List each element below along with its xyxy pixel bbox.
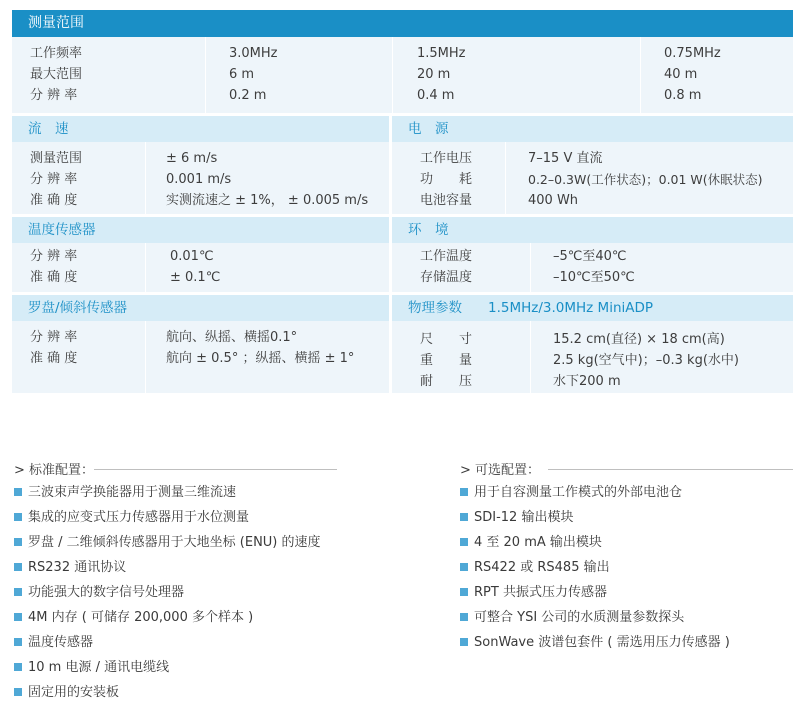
physical-model: 1.5MHz/3.0MHz MiniADP bbox=[488, 300, 654, 316]
divider bbox=[530, 321, 531, 393]
value: ± 6 m/s bbox=[166, 151, 218, 166]
value-cell: 0.4 m bbox=[417, 88, 455, 103]
value: 15.2 cm(直径) × 18 cm(高) bbox=[553, 332, 725, 347]
temp-sensor-header: 温度传感器 bbox=[12, 217, 389, 243]
value: 航向、纵摇、横摇0.1° bbox=[166, 330, 298, 345]
value: 2.5 kg(空气中)；–0.3 kg(水中) bbox=[553, 353, 739, 368]
bullet-icon bbox=[460, 488, 468, 496]
divider bbox=[145, 243, 146, 292]
value: 航向 ± 0.5° ；纵摇、横摇 ± 1° bbox=[166, 351, 355, 366]
list-item-text: 4M 内存 ( 可储存 200,000 多个样本 ) bbox=[28, 610, 254, 625]
bullet-icon bbox=[460, 563, 468, 571]
list-item-text: 用于自容测量工作模式的外部电池仓 bbox=[474, 485, 683, 500]
label-max-range: 最大范围 bbox=[30, 67, 83, 82]
label: 分 辨 率 bbox=[30, 172, 78, 187]
bullet-icon bbox=[14, 613, 22, 621]
list-item bbox=[14, 532, 321, 554]
list-item-text: 罗盘 / 二维倾斜传感器用于大地坐标 (ENU) 的速度 bbox=[28, 535, 321, 550]
bullet-icon bbox=[14, 588, 22, 596]
divider bbox=[145, 321, 146, 393]
list-item-text: 功能强大的数字信号处理器 bbox=[28, 585, 185, 600]
list-item-text: 固定用的安装板 bbox=[28, 685, 120, 700]
value: 7–15 V 直流 bbox=[528, 151, 603, 166]
list-item-text: RS422 或 RS485 输出 bbox=[474, 560, 610, 575]
value-cell: 40 m bbox=[664, 67, 698, 82]
list-item-text: 三波束声学换能器用于测量三维流速 bbox=[28, 485, 237, 500]
list-item bbox=[460, 607, 684, 629]
label: 耐 压 bbox=[420, 374, 473, 389]
label: 电池容量 bbox=[420, 193, 473, 208]
measure-range-header: 测量范围 bbox=[12, 10, 793, 37]
physical-title: 物理参数 bbox=[408, 300, 462, 316]
label: 工作温度 bbox=[420, 249, 473, 264]
list-item-text: RS232 通讯协议 bbox=[28, 560, 127, 575]
value-cell: 0.2 m bbox=[229, 88, 267, 103]
velocity-header: 流 速 bbox=[12, 116, 389, 142]
label: 准 确 度 bbox=[30, 351, 78, 366]
list-item-text: 10 m 电源 / 通讯电缆线 bbox=[28, 660, 170, 675]
list-item bbox=[460, 507, 573, 529]
list-item bbox=[460, 632, 730, 654]
bullet-icon bbox=[14, 513, 22, 521]
value: 0.2–0.3W(工作状态)；0.01 W(休眠状态) bbox=[528, 172, 763, 187]
label: 功 耗 bbox=[420, 172, 473, 187]
label: 存储温度 bbox=[420, 270, 473, 285]
bullet-icon bbox=[460, 638, 468, 646]
compass-header: 罗盘/倾斜传感器 bbox=[12, 295, 389, 321]
list-item-text: 4 至 20 mA 输出模块 bbox=[474, 535, 602, 550]
divider bbox=[205, 37, 206, 113]
divider bbox=[530, 243, 531, 292]
list-item bbox=[460, 532, 602, 554]
list-item bbox=[460, 482, 682, 504]
divider bbox=[392, 37, 393, 113]
value: 水下200 m bbox=[553, 374, 621, 389]
value: –5℃至40℃ bbox=[553, 249, 627, 264]
list-item-text: SDI-12 输出模块 bbox=[474, 510, 574, 525]
value-cell: 20 m bbox=[417, 67, 451, 82]
label: 分 辨 率 bbox=[30, 330, 78, 345]
value: 400 Wh bbox=[528, 193, 579, 208]
divider-line bbox=[548, 469, 793, 470]
standard-config-title: > 标准配置： bbox=[14, 463, 95, 478]
list-item bbox=[14, 557, 126, 579]
bullet-icon bbox=[460, 613, 468, 621]
list-item bbox=[14, 582, 184, 604]
bullet-icon bbox=[460, 538, 468, 546]
label: 测量范围 bbox=[30, 151, 83, 166]
value: –10℃至50℃ bbox=[553, 270, 635, 285]
physical-header bbox=[392, 295, 793, 321]
label: 重 量 bbox=[420, 353, 473, 368]
bullet-icon bbox=[14, 538, 22, 546]
list-item bbox=[14, 657, 169, 679]
label: 分 辨 率 bbox=[30, 249, 78, 264]
value-cell: 0.8 m bbox=[664, 88, 702, 103]
value-cell: 3.0MHz bbox=[229, 46, 278, 61]
label: 准 确 度 bbox=[30, 193, 78, 208]
list-item bbox=[460, 557, 610, 579]
list-item-text: SonWave 波谱包套件 ( 需选用压力传感器 ) bbox=[474, 635, 730, 650]
bullet-icon bbox=[14, 638, 22, 646]
list-item bbox=[14, 507, 249, 529]
divider bbox=[505, 142, 506, 214]
list-item bbox=[460, 582, 607, 604]
bullet-icon bbox=[460, 588, 468, 596]
value-cell: 6 m bbox=[229, 67, 255, 82]
label: 尺 寸 bbox=[420, 332, 473, 347]
list-item bbox=[14, 682, 119, 704]
list-item-text: 温度传感器 bbox=[28, 635, 94, 650]
label-frequency: 工作频率 bbox=[30, 46, 83, 61]
power-header: 电 源 bbox=[392, 116, 793, 142]
value: ± 0.1℃ bbox=[170, 270, 221, 285]
divider-line bbox=[94, 469, 337, 470]
bullet-icon bbox=[14, 563, 22, 571]
list-item-text: 可整合 YSI 公司的水质测量参数探头 bbox=[474, 610, 685, 625]
list-item-text: 集成的应变式压力传感器用于水位测量 bbox=[28, 510, 250, 525]
label: 工作电压 bbox=[420, 151, 473, 166]
label: 准 确 度 bbox=[30, 270, 78, 285]
optional-config-title: > 可选配置： bbox=[460, 463, 541, 478]
bullet-icon bbox=[14, 663, 22, 671]
list-item bbox=[14, 607, 253, 629]
list-item bbox=[14, 482, 236, 504]
list-item bbox=[14, 632, 93, 654]
environment-header: 环 境 bbox=[392, 217, 793, 243]
bullet-icon bbox=[14, 488, 22, 496]
divider bbox=[640, 37, 641, 113]
list-item-text: RPT 共振式压力传感器 bbox=[474, 585, 607, 600]
value: 0.001 m/s bbox=[166, 172, 232, 187]
value-cell: 0.75MHz bbox=[664, 46, 721, 61]
bullet-icon bbox=[460, 513, 468, 521]
label-resolution: 分 辨 率 bbox=[30, 88, 78, 103]
value-cell: 1.5MHz bbox=[417, 46, 466, 61]
value: 实测流速之 ± 1%， ± 0.005 m/s bbox=[166, 193, 369, 208]
bullet-icon bbox=[14, 688, 22, 696]
divider bbox=[145, 142, 146, 214]
value: 0.01℃ bbox=[170, 249, 214, 264]
